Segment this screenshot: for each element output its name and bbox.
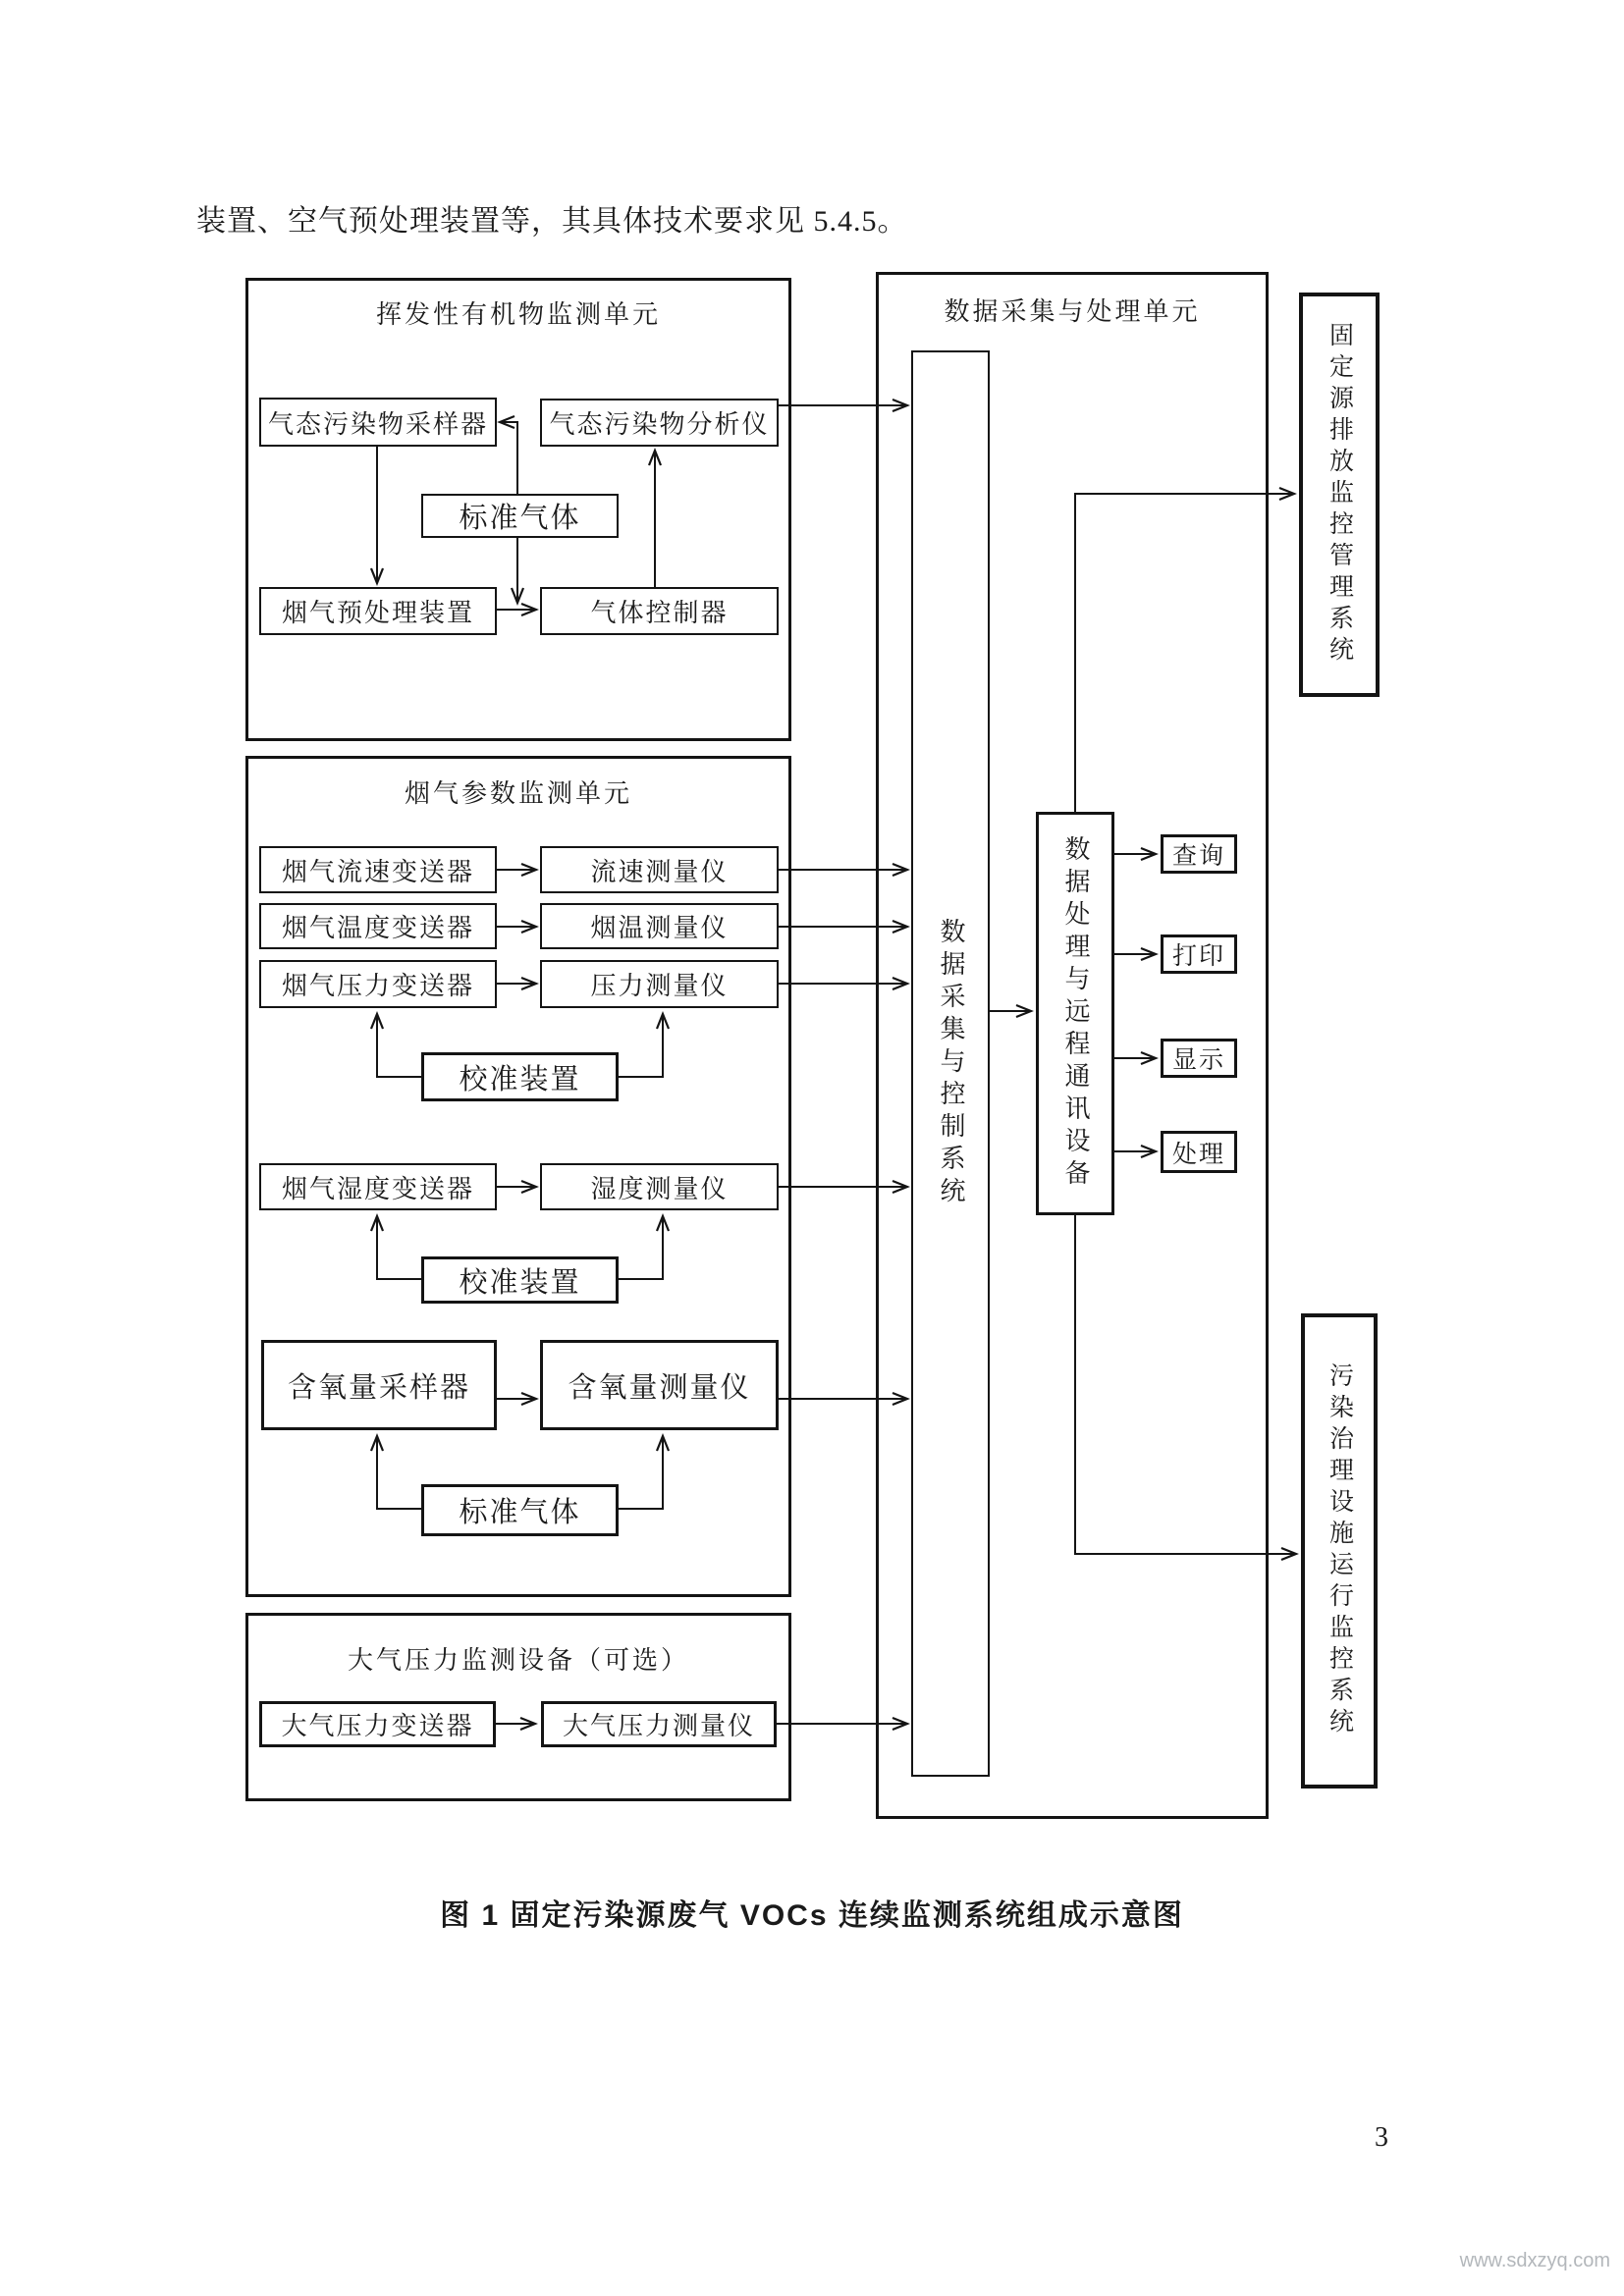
gaseous-pollutant-analyzer-box bbox=[540, 399, 779, 447]
humidity-meter-box bbox=[540, 1163, 779, 1210]
watermark: www.sdxzyq.com bbox=[1459, 2250, 1610, 2271]
oxygen-sampler-box bbox=[261, 1340, 497, 1430]
standard-gas-2-box bbox=[421, 1484, 619, 1536]
temp-transmitter-label: 烟气温度变送器 bbox=[281, 914, 474, 942]
oxygen-sampler-label: 含氧量采样器 bbox=[287, 1371, 470, 1404]
emission-management-system-box bbox=[1299, 293, 1380, 697]
figure-caption: 图 1 固定污染源废气 VOCs 连续监测系统组成示意图 bbox=[440, 1899, 1184, 1932]
acquisition-control-system-label: 数据采集与控制系统 bbox=[937, 918, 965, 1209]
page-number: 3 bbox=[1375, 2122, 1388, 2153]
flue-unit-title: 烟气参数监测单元 bbox=[404, 779, 632, 808]
pollution-control-system-label: 污染治理设施运行监控系统 bbox=[1326, 1362, 1353, 1739]
processing-comm-device-label: 数据处理与远程通讯设备 bbox=[1061, 835, 1090, 1192]
humidity-transmitter-box bbox=[259, 1163, 497, 1210]
processing-comm-device-box bbox=[1036, 812, 1114, 1215]
humidity-transmitter-label: 烟气湿度变送器 bbox=[281, 1174, 474, 1203]
output-query-label: 查询 bbox=[1171, 843, 1225, 870]
voc-unit-title: 挥发性有机物监测单元 bbox=[375, 300, 661, 329]
calibration-device-1-box bbox=[421, 1052, 619, 1101]
output-display-label: 显示 bbox=[1171, 1047, 1225, 1074]
pressure-meter-label: 压力测量仪 bbox=[590, 972, 729, 1000]
body-text: 装置、空气预处理装置等，其具体技术要求见 5.4.5。 bbox=[196, 205, 908, 238]
oxygen-meter-box bbox=[540, 1340, 779, 1430]
gas-controller-box bbox=[540, 587, 779, 635]
emission-management-system-label: 固定源排放监控管理系统 bbox=[1326, 322, 1353, 667]
temp-transmitter-box bbox=[259, 903, 497, 949]
standard-gas-label: 标准气体 bbox=[459, 503, 581, 534]
gaseous-pollutant-analyzer-label: 气态污染物分析仪 bbox=[549, 410, 770, 439]
pressure-meter-box bbox=[540, 960, 779, 1008]
gas-controller-label: 气体控制器 bbox=[590, 599, 729, 627]
data-unit-title: 数据采集与处理单元 bbox=[944, 297, 1201, 326]
atm-pressure-transmitter-box bbox=[259, 1701, 496, 1747]
output-query-box bbox=[1161, 834, 1237, 874]
flow-meter-label: 流速测量仪 bbox=[590, 857, 729, 886]
flue-gas-pretreatment-label: 烟气预处理装置 bbox=[281, 599, 474, 627]
output-print-label: 打印 bbox=[1171, 943, 1225, 970]
output-print-box bbox=[1161, 934, 1237, 974]
pollution-control-system-box bbox=[1301, 1313, 1378, 1789]
pressure-transmitter-box bbox=[259, 960, 497, 1008]
atm-pressure-meter-box bbox=[541, 1701, 777, 1747]
atm-pressure-transmitter-label: 大气压力变送器 bbox=[281, 1712, 474, 1740]
pressure-transmitter-label: 烟气压力变送器 bbox=[281, 972, 474, 1000]
calibration-device-1-label: 校准装置 bbox=[459, 1063, 581, 1095]
calibration-device-2-box bbox=[421, 1256, 619, 1304]
standard-gas-box bbox=[421, 494, 619, 538]
gaseous-pollutant-sampler-box bbox=[259, 398, 497, 447]
temp-meter-label: 烟温测量仪 bbox=[590, 914, 729, 942]
oxygen-meter-label: 含氧量测量仪 bbox=[568, 1371, 751, 1404]
temp-meter-box bbox=[540, 903, 779, 949]
acquisition-control-system-box bbox=[911, 350, 990, 1777]
flue-gas-pretreatment-box bbox=[259, 587, 497, 635]
standard-gas-2-label: 标准气体 bbox=[459, 1497, 581, 1528]
output-process-label: 处理 bbox=[1171, 1141, 1225, 1168]
gaseous-pollutant-sampler-label: 气态污染物采样器 bbox=[267, 409, 488, 439]
atm-pressure-meter-label: 大气压力测量仪 bbox=[562, 1712, 755, 1740]
atmospheric-unit-title: 大气压力监测设备（可选） bbox=[347, 1646, 689, 1675]
flow-transmitter-label: 烟气流速变送器 bbox=[281, 857, 474, 886]
flow-meter-box bbox=[540, 846, 779, 893]
output-process-box bbox=[1161, 1131, 1237, 1173]
calibration-device-2-label: 校准装置 bbox=[459, 1266, 581, 1299]
humidity-meter-label: 湿度测量仪 bbox=[590, 1174, 729, 1203]
output-display-box bbox=[1161, 1039, 1237, 1078]
flow-transmitter-box bbox=[259, 846, 497, 893]
